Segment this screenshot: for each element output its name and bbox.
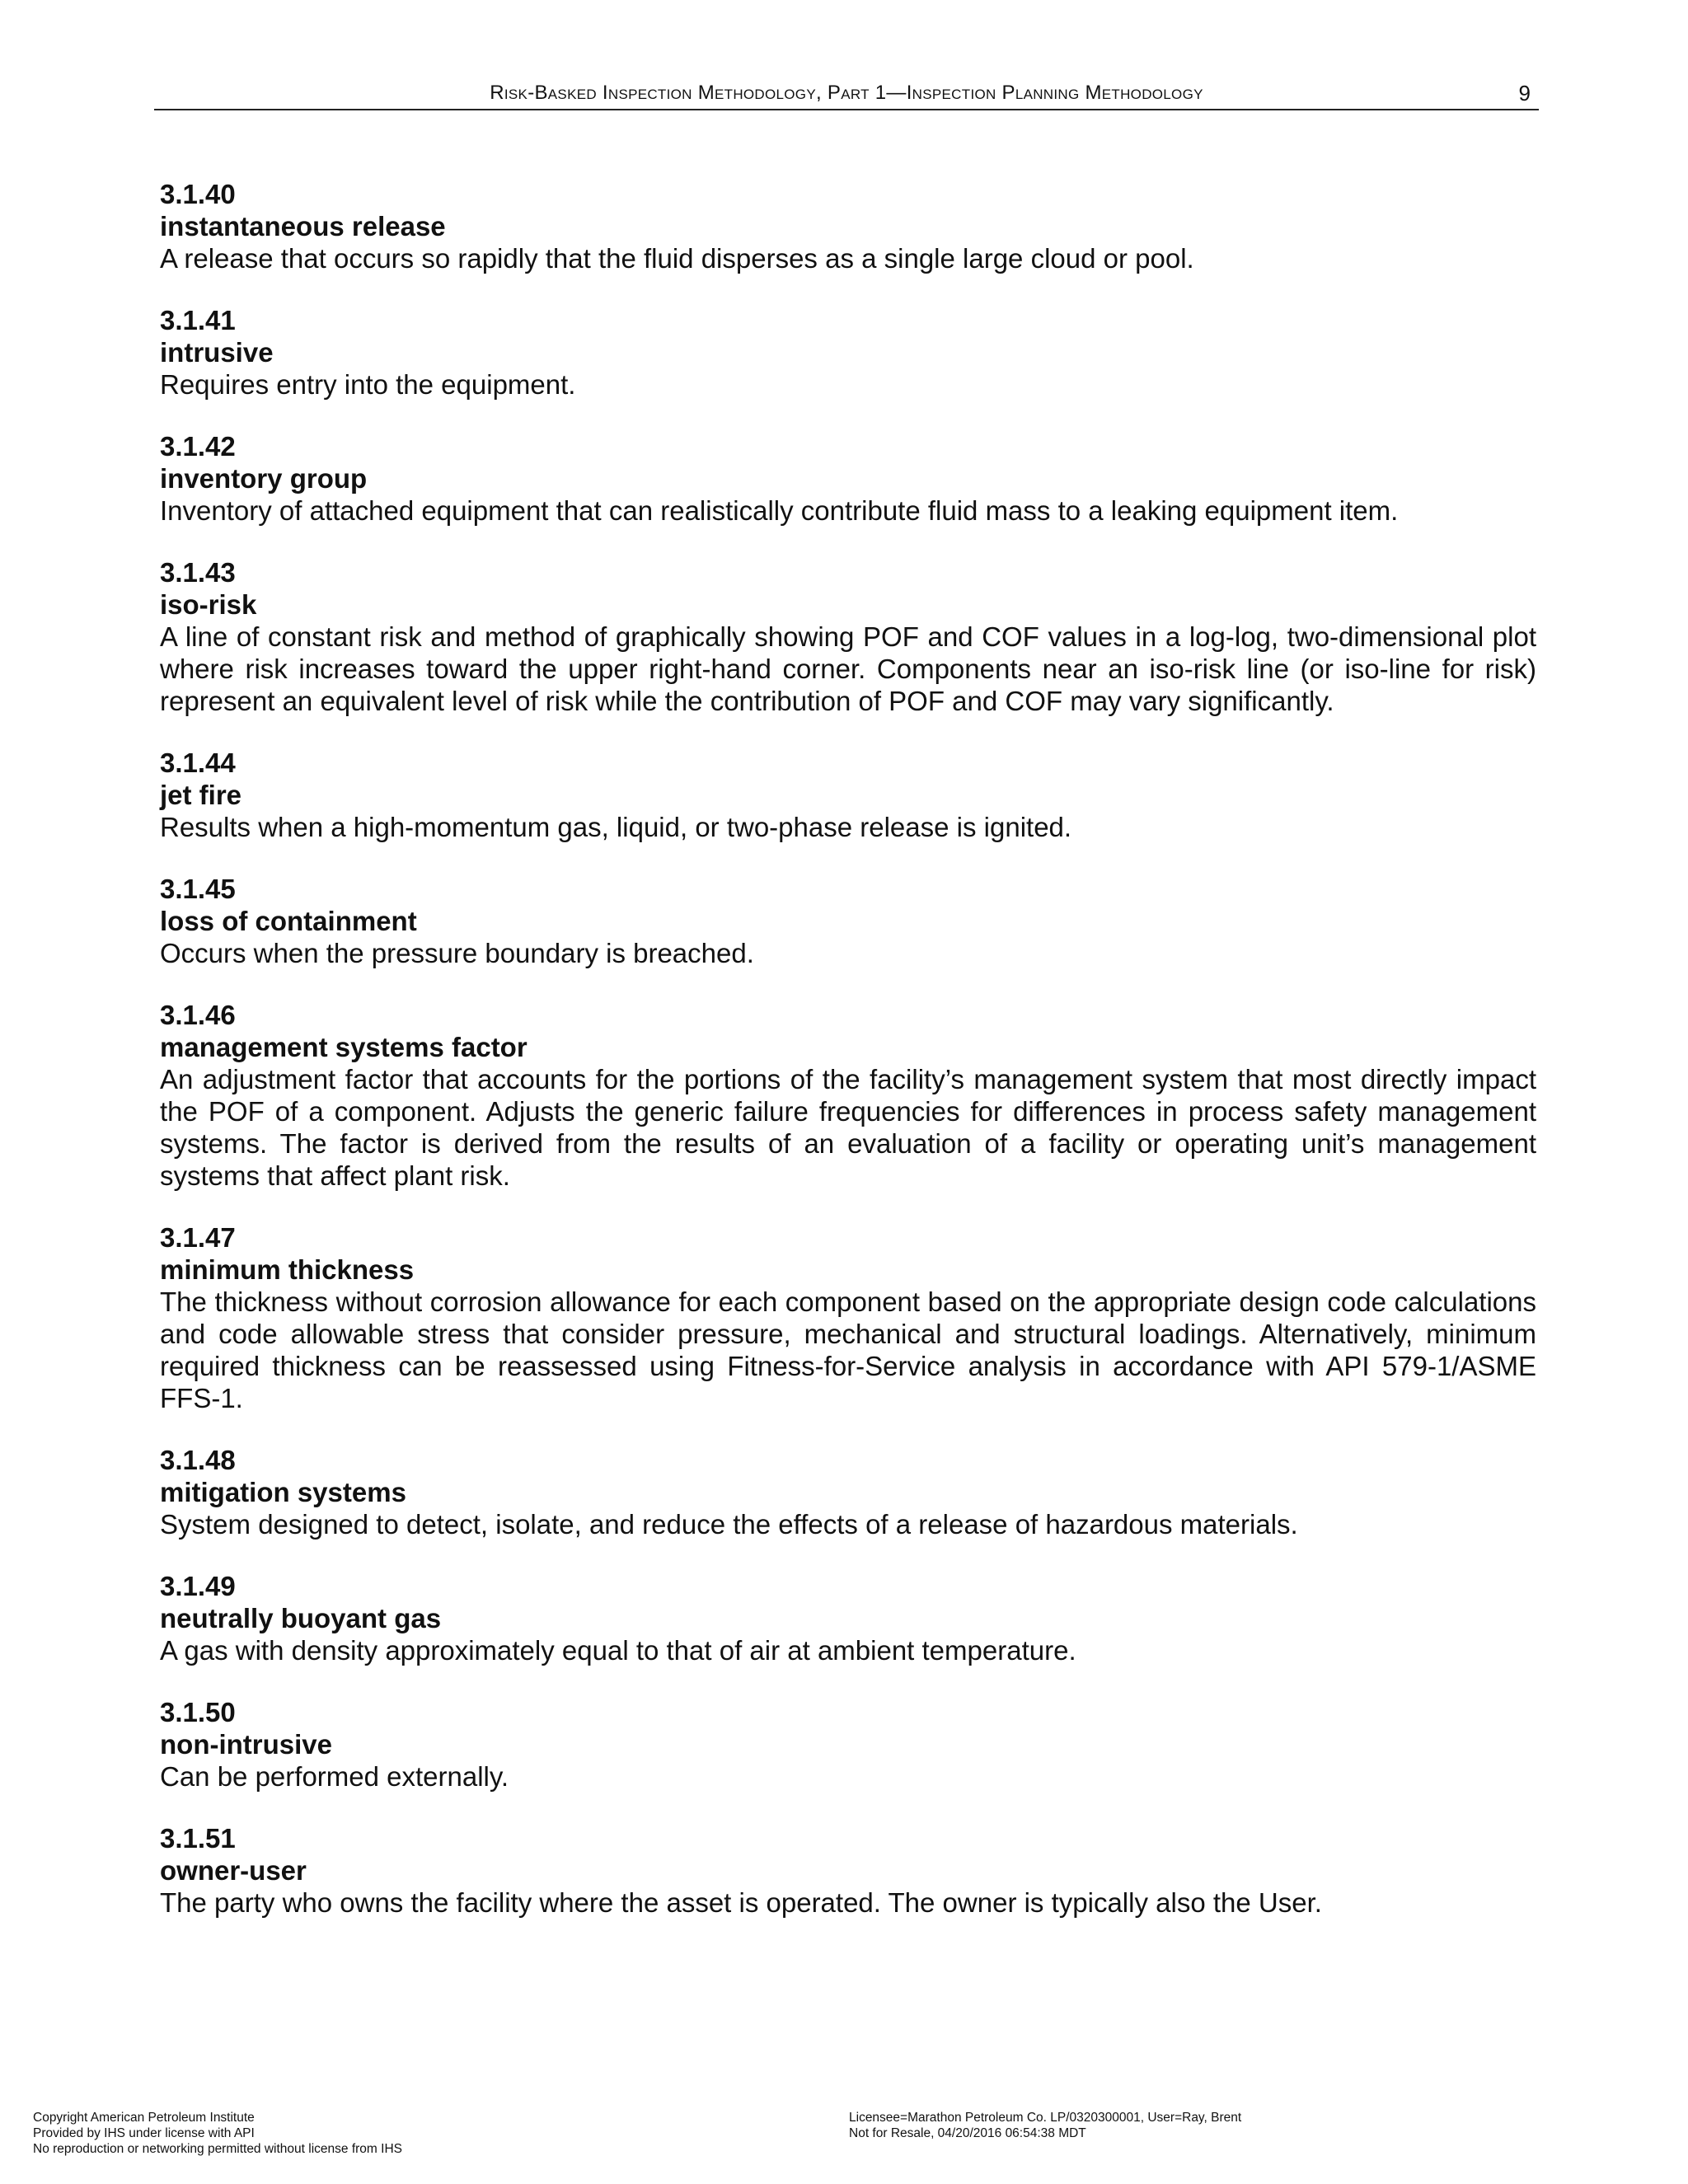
footer-line: Provided by IHS under license with API bbox=[33, 2126, 255, 2140]
definition-entry bbox=[160, 178, 1536, 274]
entry-definition: Results when a high-momentum gas, liquid, or two-phase release is ignited. bbox=[160, 812, 1072, 842]
license-footer bbox=[849, 2110, 1241, 2141]
entry-definition: Can be performed externally. bbox=[160, 1761, 509, 1792]
running-header bbox=[154, 81, 1539, 110]
entry-number: 3.1.42 bbox=[160, 431, 236, 462]
entry-definition: A gas with density approximately equal to that of air at ambient temperature. bbox=[160, 1635, 1076, 1666]
definition-entry bbox=[160, 1221, 1536, 1414]
footer-line: No reproduction or networking permitted without license from IHS bbox=[33, 2142, 402, 2156]
entry-number: 3.1.51 bbox=[160, 1823, 236, 1854]
entry-term: mitigation systems bbox=[160, 1477, 406, 1507]
entry-number: 3.1.48 bbox=[160, 1445, 236, 1475]
entry-definition: The thickness without corrosion allowance for each component based on the appropriate design code calculations and code allowable stress that consider pressure, mechanical and structural loadings. Alternatively, minimum required thickness can be reassessed using Fitness-for-Service analysis in accordance with API 579-1/ASME FFS-1. bbox=[160, 1286, 1536, 1413]
definition-entry bbox=[160, 430, 1536, 527]
entry-number: 3.1.43 bbox=[160, 557, 236, 588]
entry-term: owner-user bbox=[160, 1855, 307, 1886]
entry-number: 3.1.50 bbox=[160, 1697, 236, 1727]
footer-line: Copyright American Petroleum Institute bbox=[33, 2111, 255, 2125]
page-number: 9 bbox=[1518, 81, 1531, 105]
definition-entry bbox=[160, 1822, 1536, 1919]
entry-definition: Occurs when the pressure boundary is breached. bbox=[160, 938, 754, 968]
entry-term: iso-risk bbox=[160, 589, 257, 620]
footer-line: Not for Resale, 04/20/2016 06:54:38 MDT bbox=[849, 2126, 1086, 2140]
entry-term: intrusive bbox=[160, 337, 274, 368]
entry-definition: The party who owns the facility where the asset is operated. The owner is typically also the User. bbox=[160, 1887, 1322, 1918]
entry-term: inventory group bbox=[160, 463, 368, 494]
definitions-list bbox=[160, 178, 1536, 1948]
entry-definition: Requires entry into the equipment. bbox=[160, 369, 576, 400]
entry-number: 3.1.49 bbox=[160, 1571, 236, 1601]
definition-entry bbox=[160, 1696, 1536, 1793]
entry-definition: A release that occurs so rapidly that the fluid disperses as a single large cloud or pool. bbox=[160, 243, 1194, 274]
entry-number: 3.1.46 bbox=[160, 1000, 236, 1030]
entry-number: 3.1.47 bbox=[160, 1222, 236, 1253]
entry-definition: A line of constant risk and method of graphically showing POF and COF values in a log-log, two-dimensional plot where risk increases toward the upper right-hand corner. Components near an iso-risk line (or iso-line for risk) represent an equivalent level of risk while the contribution of POF and COF may vary significantly. bbox=[160, 621, 1536, 716]
entry-term: jet fire bbox=[160, 780, 242, 810]
definition-entry bbox=[160, 1570, 1536, 1666]
definition-entry bbox=[160, 747, 1536, 843]
running-title: Risk-Basked Inspection Methodology, Part 1—Inspection Planning Methodology bbox=[490, 82, 1203, 104]
entry-definition: System designed to detect, isolate, and reduce the effects of a release of hazardous materials. bbox=[160, 1509, 1298, 1540]
entry-definition: Inventory of attached equipment that can realistically contribute fluid mass to a leaking equipment item. bbox=[160, 495, 1399, 526]
entry-number: 3.1.44 bbox=[160, 748, 236, 778]
entry-term: minimum thickness bbox=[160, 1254, 415, 1285]
entry-term: loss of containment bbox=[160, 906, 417, 936]
copyright-footer bbox=[33, 2110, 402, 2157]
definition-entry bbox=[160, 1444, 1536, 1540]
entry-term: non-intrusive bbox=[160, 1729, 333, 1760]
definition-entry bbox=[160, 999, 1536, 1192]
definition-entry bbox=[160, 873, 1536, 969]
footer-line: Licensee=Marathon Petroleum Co. LP/0320300001, User=Ray, Brent bbox=[849, 2111, 1242, 2125]
definition-entry bbox=[160, 556, 1536, 717]
entry-term: instantaneous release bbox=[160, 211, 446, 241]
entry-definition: An adjustment factor that accounts for the portions of the facility’s management system that most directly impact the POF of a component. Adjusts the generic failure frequencies for differences in process safety management systems. The factor is derived from the results of an evaluation of a facility or operating unit’s management systems that affect plant risk. bbox=[160, 1064, 1536, 1191]
entry-number: 3.1.41 bbox=[160, 305, 236, 335]
entry-term: management systems factor bbox=[160, 1032, 528, 1062]
definition-entry bbox=[160, 304, 1536, 401]
entry-number: 3.1.40 bbox=[160, 179, 236, 209]
entry-term: neutrally buoyant gas bbox=[160, 1603, 442, 1633]
entry-number: 3.1.45 bbox=[160, 874, 236, 904]
